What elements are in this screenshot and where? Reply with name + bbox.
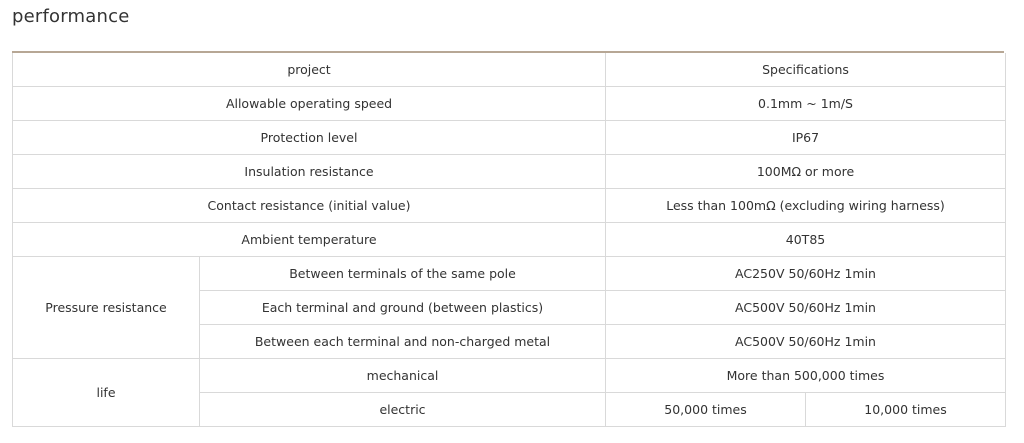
row-spec-value: IP67 [606, 121, 1006, 155]
life-electric-spec-a: 50,000 times [606, 393, 806, 427]
row-project-label: Protection level [13, 121, 606, 155]
table-row [13, 87, 1006, 121]
table-row [13, 189, 1006, 223]
life-electric-spec-b: 10,000 times [806, 393, 1006, 427]
row-spec-value: Less than 100mΩ (excluding wiring harness) [606, 189, 1006, 223]
table-row [13, 359, 1006, 393]
row-project-label: Allowable operating speed [13, 87, 606, 121]
header-project: project [13, 53, 606, 87]
row-project-label: Ambient temperature [13, 223, 606, 257]
pressure-item-spec: AC500V 50/60Hz 1min [606, 325, 1006, 359]
pressure-item-label: Between terminals of the same pole [200, 257, 606, 291]
pressure-item-label: Each terminal and ground (between plastics) [200, 291, 606, 325]
table-row [13, 223, 1006, 257]
header-specifications: Specifications [606, 53, 1006, 87]
life-mechanical-spec: More than 500,000 times [606, 359, 1006, 393]
life-electric-label: electric [200, 393, 606, 427]
header-row [13, 53, 1006, 87]
pressure-resistance-label: Pressure resistance [13, 257, 200, 359]
row-spec-value: 40T85 [606, 223, 1006, 257]
table-row [13, 155, 1006, 189]
pressure-item-label: Between each terminal and non-charged metal [200, 325, 606, 359]
row-spec-value: 0.1mm ~ 1m/S [606, 87, 1006, 121]
page-title: performance [12, 6, 130, 27]
pressure-item-spec: AC500V 50/60Hz 1min [606, 291, 1006, 325]
life-mechanical-label: mechanical [200, 359, 606, 393]
row-project-label: Contact resistance (initial value) [13, 189, 606, 223]
table-row [13, 257, 1006, 291]
table-row [13, 121, 1006, 155]
row-project-label: Insulation resistance [13, 155, 606, 189]
performance-table [12, 53, 1006, 427]
life-label: life [13, 359, 200, 427]
pressure-item-spec: AC250V 50/60Hz 1min [606, 257, 1006, 291]
row-spec-value: 100MΩ or more [606, 155, 1006, 189]
